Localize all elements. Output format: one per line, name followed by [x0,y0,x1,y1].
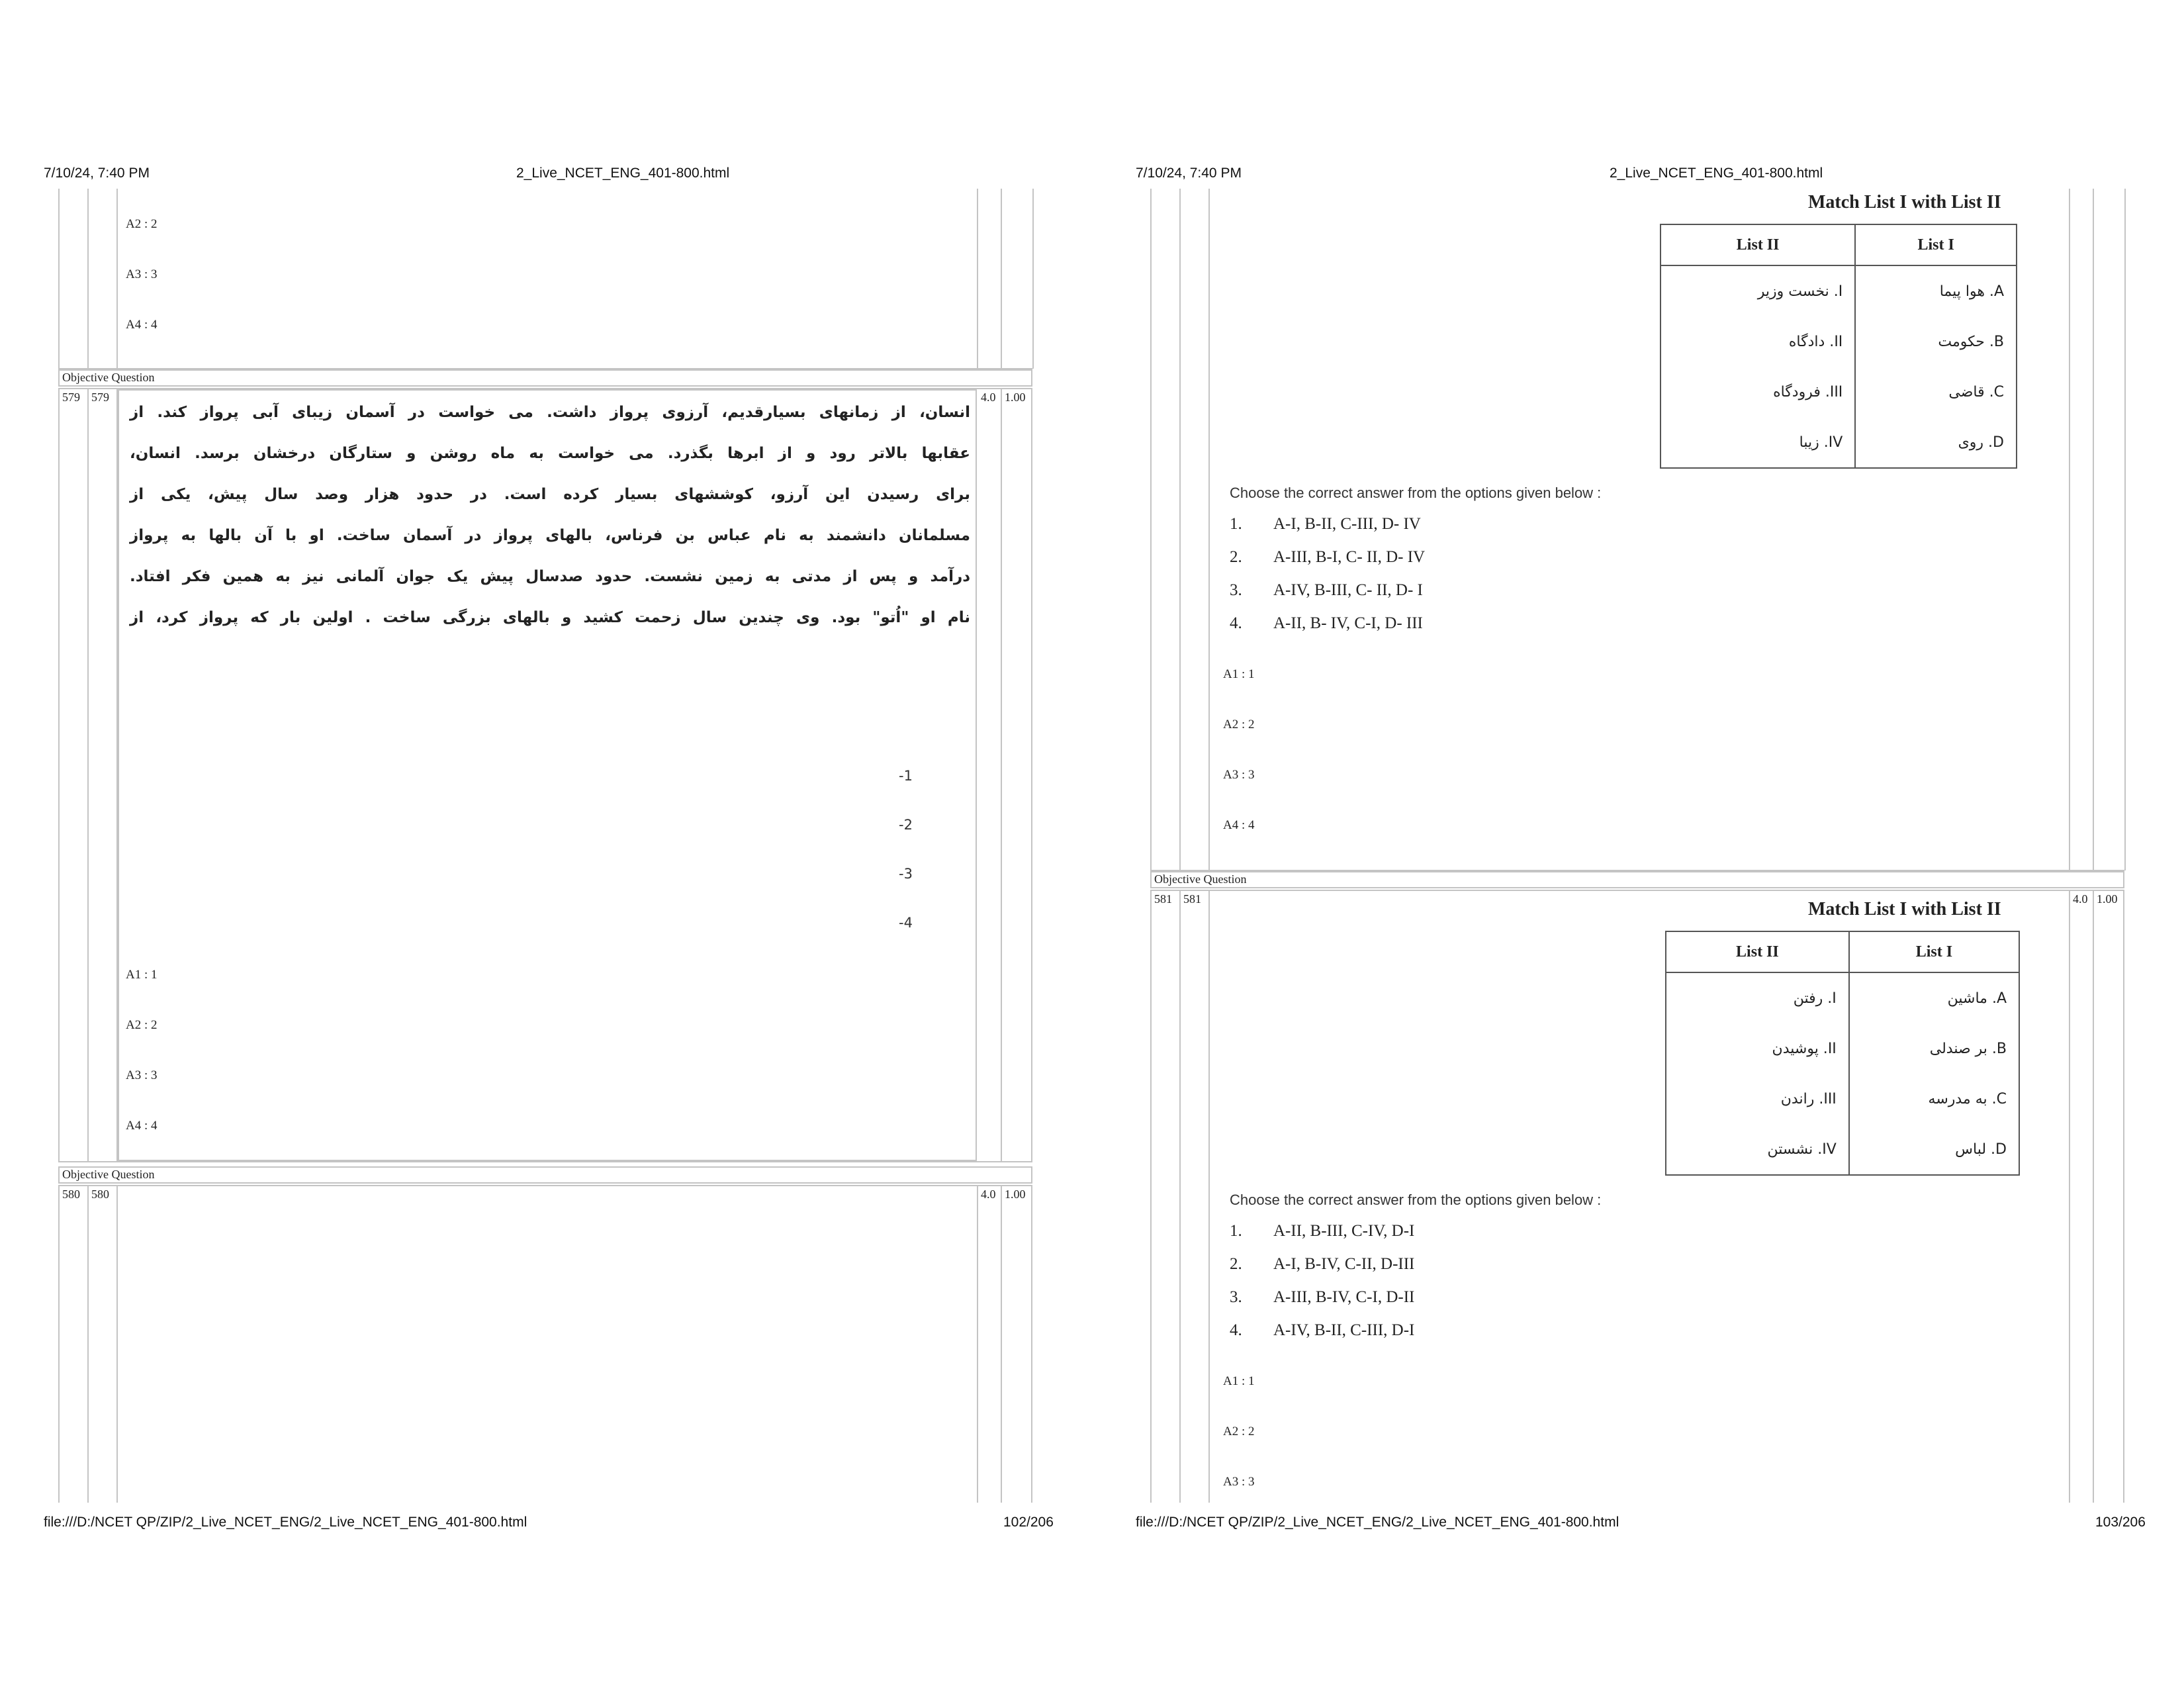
list-i-cell: B. بر صندلی [1849,1023,2019,1074]
list-i-cell: A. هوا پیما [1855,265,2017,316]
option-label: A4 : 4 [126,1119,158,1133]
question-negative-mark: 1.00 [1005,1188,1026,1201]
question-number: 580 [62,1188,80,1201]
frame-line [2093,189,2094,870]
option-label: A2 : 2 [1223,1425,1255,1438]
match-table [1660,224,2017,469]
frame-line [1032,189,1034,369]
answer-choice [1230,1255,1414,1274]
frame-line [1179,189,1181,870]
table-row [1661,367,2017,417]
footer-file-path: file:///D:/NCET QP/ZIP/2_Live_NCET_ENG/2_Live_NCET_ENG_401-800.html [1136,1515,1619,1530]
option-label: A3 : 3 [1223,1475,1255,1489]
passage-line: درآمد و پس از مدتی به زمین نشست. حدود صدسال پیش یک جوان آلمانی نیز به همین فکر افتاد. [130,568,970,585]
answer-text: A-II, B-III, C-IV, D-I [1273,1222,1415,1240]
list-i-cell: C. قاضی [1855,367,2017,417]
option-label: A4 : 4 [1223,818,1255,832]
option-label: A4 : 4 [126,318,158,332]
question-content-frame [118,389,977,1161]
option-label: A2 : 2 [126,1018,158,1032]
list-ii-cell: II. دادگاه [1661,316,1855,367]
header-filename: 2_Live_NCET_ENG_401-800.html [516,165,730,181]
answer-text: A-I, B-II, C-III, D- IV [1273,515,1421,533]
option-label: A3 : 3 [126,1068,158,1082]
answer-text: A-IV, B-III, C- II, D- I [1273,581,1423,599]
frame-line [87,1185,89,1503]
list-i-cell: A. ماشین [1849,972,2019,1023]
frame-line [1001,1185,1002,1503]
choice-number: -4 [899,915,913,931]
match-title: Match List I with List II [1808,192,2001,212]
list-i-cell: D. روی [1855,417,2017,468]
option-label: A1 : 1 [1223,667,1255,681]
answer-choice [1230,614,1423,633]
page-103 [1092,0,2184,1688]
match-table [1665,931,2020,1176]
passage-line: نام او "اُتو" بود. وی چندین سال زحمت کشید و بالهای بزرگی ساخت . اولین بار که پرواز کرد، از [130,609,970,626]
section-label: Objective Question [1154,872,1247,886]
table-header-list-i: List I [1849,931,2019,972]
frame-line [1001,388,1002,1162]
answer-choice [1230,581,1423,600]
table-row [1666,972,2019,1023]
list-ii-cell: I. نخست وزیر [1661,265,1855,316]
table-row [1666,1124,2019,1175]
answer-number: 3. [1230,581,1242,599]
answer-number: 4. [1230,614,1242,632]
answer-choice [1230,1288,1414,1307]
match-title: Match List I with List II [1808,899,2001,919]
answer-number: 2. [1230,548,1242,566]
list-ii-cell: IV. زیبا [1661,417,1855,468]
frame-line [58,189,60,369]
answer-choice [1230,1222,1414,1241]
section-bar [1150,871,2124,888]
table-header-list-ii: List II [1666,931,1849,972]
section-bar [58,1166,1032,1184]
frame-line [977,189,978,369]
answer-text: A-IV, B-II, C-III, D-I [1273,1321,1415,1339]
answer-number: 1. [1230,1222,1242,1240]
answer-text: A-I, B-IV, C-II, D-III [1273,1255,1415,1273]
section-bar [58,369,1032,387]
answer-number: 1. [1230,515,1242,533]
passage-line: انسان، از زمانهای بسیارقدیم، آرزوی پرواز داشت. می خواست در آسمان زیبای آبی پرواز کند. از [130,404,970,421]
question-number: 581 [1154,892,1172,906]
table-row [1661,417,2017,468]
question-mark: 4.0 [981,391,996,404]
footer-page-number: 103/206 [2095,1515,2146,1530]
frame-line [1208,189,1210,870]
frame-line [2093,890,2094,1503]
section-label: Objective Question [62,1168,155,1181]
choice-number: -3 [899,866,913,882]
answer-text: A-II, B- IV, C-I, D- III [1273,614,1423,632]
frame-line [1001,189,1002,369]
question-frame [58,1185,1032,1503]
footer-file-path: file:///D:/NCET QP/ZIP/2_Live_NCET_ENG/2_Live_NCET_ENG_401-800.html [44,1515,527,1530]
answer-choice [1230,548,1425,567]
question-id: 579 [91,391,109,404]
option-label: A2 : 2 [126,217,158,231]
answer-choice [1230,1321,1414,1340]
question-negative-mark: 1.00 [2097,892,2118,906]
answer-choice [1230,515,1421,534]
list-ii-cell: I. رفتن [1666,972,1849,1023]
frame-line [2069,189,2070,870]
table-row [1666,1023,2019,1074]
frame-line [1179,890,1181,1503]
frame-line [977,1185,978,1503]
frame-line [116,1185,118,1503]
answer-text: A-III, B-I, C- II, D- IV [1273,548,1426,566]
header-datetime: 7/10/24, 7:40 PM [1136,165,1242,181]
table-row [1661,316,2017,367]
footer-page-number: 102/206 [1003,1515,1054,1530]
answer-text: A-III, B-IV, C-I, D-II [1273,1288,1415,1306]
frame-line [116,189,118,369]
option-label: A3 : 3 [1223,768,1255,782]
list-i-cell: B. حکومت [1855,316,2017,367]
option-label: A2 : 2 [1223,718,1255,731]
header-filename: 2_Live_NCET_ENG_401-800.html [1610,165,1823,181]
question-id: 580 [91,1188,109,1201]
list-ii-cell: IV. نشستن [1666,1124,1849,1175]
choose-instruction: Choose the correct answer from the options given below : [1230,485,1602,501]
question-negative-mark: 1.00 [1005,391,1026,404]
passage-line: برای رسیدن این آرزو، کوششهای بسیار کرده است. در حدود هزار وصد سال پیش، یکی از [130,486,970,503]
frame-line [2069,890,2070,1503]
question-number: 579 [62,391,80,404]
frame-line [1208,890,1210,1503]
list-ii-cell: II. پوشیدن [1666,1023,1849,1074]
passage-line: عقابها بالاتر رود و از ابرها بگذرد. می خواست به ماه روشن و ستارگان درخشان برسد. انسان، [130,445,970,462]
table-header-list-ii: List II [1661,224,1855,265]
option-label: A3 : 3 [126,267,158,281]
header-datetime: 7/10/24, 7:40 PM [44,165,150,181]
frame-line [87,189,89,369]
list-i-cell: D. لباس [1849,1124,2019,1175]
answer-number: 2. [1230,1255,1242,1273]
option-label: A1 : 1 [1223,1374,1255,1388]
answer-number: 3. [1230,1288,1242,1306]
section-label: Objective Question [62,371,155,384]
list-ii-cell: III. فرودگاه [1661,367,1855,417]
frame-line [2124,189,2126,870]
frame-line [87,388,89,1162]
choice-number: -2 [899,817,913,833]
question-mark: 4.0 [981,1188,996,1201]
choose-instruction: Choose the correct answer from the options given below : [1230,1192,1602,1208]
option-label: A1 : 1 [126,968,158,982]
answer-number: 4. [1230,1321,1242,1339]
table-row [1666,1074,2019,1124]
table-header-list-i: List I [1855,224,2017,265]
question-id: 581 [1183,892,1201,906]
frame-line [1150,189,1152,870]
choice-number: -1 [899,768,913,784]
table-row [1661,265,2017,316]
list-i-cell: C. به مدرسه [1849,1074,2019,1124]
question-mark: 4.0 [2073,892,2088,906]
passage-line: مسلمانان دانشمند به نام عباس بن فرناس، بالهای پرواز در آسمان ساخت. او با آن بالها به پرواز [130,527,970,544]
list-ii-cell: III. راندن [1666,1074,1849,1124]
